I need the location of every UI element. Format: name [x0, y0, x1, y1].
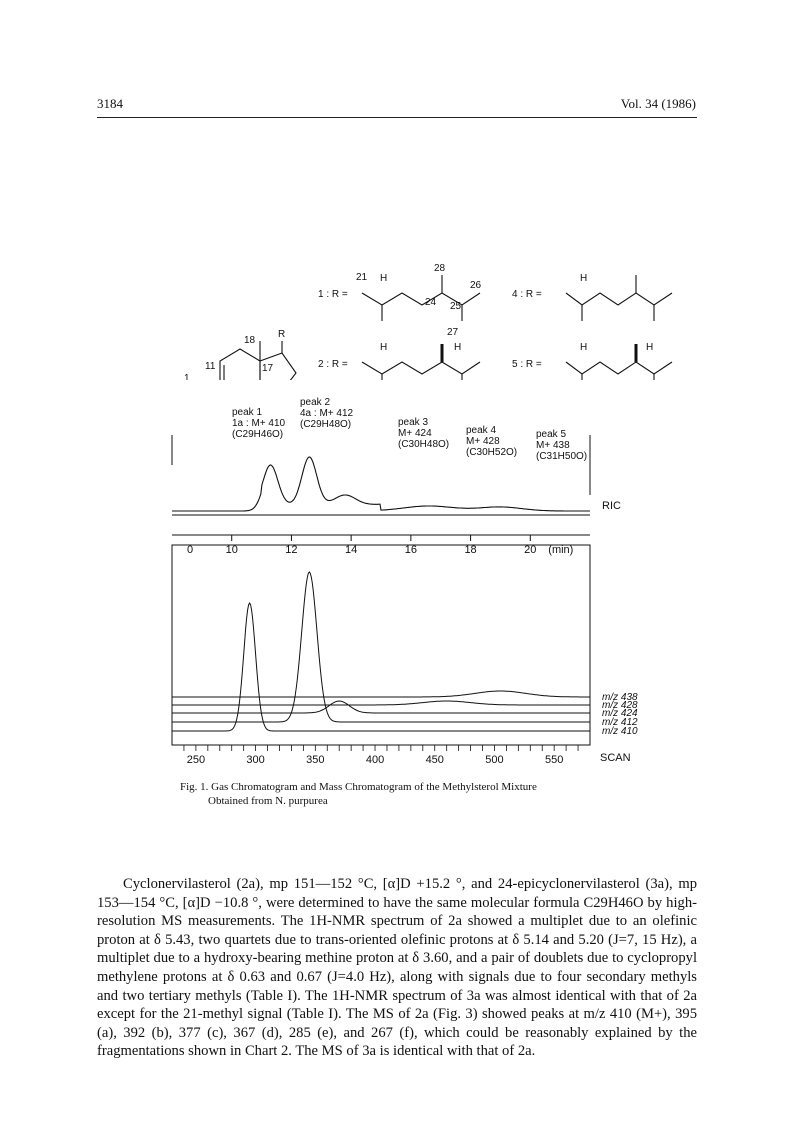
scan-tick-label: 500 [485, 754, 504, 766]
scan-tick-label: 300 [246, 754, 265, 766]
ric-trace [172, 457, 590, 511]
peak-label: peak 3 [398, 417, 429, 428]
time-tick-label: 20 [524, 544, 537, 556]
scan-tick-label: 350 [306, 754, 325, 766]
r1-label: 1 : R = [318, 289, 348, 300]
r4-label: 4 : R = [512, 289, 542, 300]
peak-label: (C29H48O) [300, 419, 352, 430]
mz-trace [172, 701, 590, 713]
h-label: H [380, 273, 388, 284]
scan-tick-label: 450 [425, 754, 444, 766]
peak-label: peak 4 [466, 425, 497, 436]
label-18: 18 [244, 335, 256, 346]
time-tick-label: 14 [345, 544, 358, 556]
scan-tick-label: 550 [544, 754, 564, 766]
mz-traces [172, 572, 638, 737]
mz-label: m/z 428 [602, 700, 638, 711]
mass-chromatogram-frame [172, 545, 590, 745]
scan-ticks [184, 745, 578, 766]
mz-trace [172, 691, 590, 697]
ring-c [220, 349, 260, 380]
side-chain-4 [566, 293, 672, 305]
ric-label: RIC [602, 500, 621, 512]
scan-tick-label: 250 [186, 754, 206, 766]
peak-labels [232, 397, 587, 462]
mz-label: m/z 412 [602, 717, 638, 728]
peak-label: M+ 438 [536, 440, 570, 451]
label-28: 28 [434, 263, 446, 274]
peak-label: peak 1 [232, 407, 263, 418]
label-21: 21 [356, 272, 368, 283]
peak-label: peak 2 [300, 397, 331, 408]
side-chain-1 [362, 293, 480, 305]
label-24: 24 [425, 297, 437, 308]
time-tick-label: 16 [404, 544, 417, 556]
side-chain-2 [362, 362, 480, 374]
peak-label: M+ 428 [466, 436, 500, 447]
h-label: H [380, 342, 388, 353]
peak-label: (C30H52O) [466, 447, 518, 458]
scan-label: SCAN [600, 752, 631, 764]
peak-label: (C29H46O) [232, 429, 284, 440]
label-17: 17 [262, 363, 274, 374]
h-label: H [580, 273, 588, 284]
mz-label: m/z 410 [602, 726, 638, 737]
page-number: 3184 [97, 96, 123, 111]
label-1: 1 [184, 373, 190, 380]
mz-trace [172, 572, 590, 722]
mz-trace [172, 603, 590, 731]
paragraph: Cyclonervilasterol (2a), mp 151—152 °C, [α]D +15.2 °, and 24-epicyclonervilasterol (3a), mp 153—154 °C, [α]D −10.8 °, were determined to have the same molecular formula C29H46O by high-resolution MS measurements. The 1H-NMR spectrum of 2a showed a multiplet due to an olefinic proton at δ 5.43, two quartets due to trans-oriented olefinic protons at δ 5.14 and 5.20 (J=7, 15 Hz), a multiplet due to a hydroxy-bearing methine proton at δ 3.60, and a pair of doublets due to cyclopropyl methylene protons at δ 0.63 and 0.67 (J=4.0 Hz), along with signals due to four secondary methyls and two tertiary methyls (Table I). The 1H-NMR spectrum of 3a was almost identical with that of 2a except for the 21-methyl signal (Table I). The MS of 2a (Fig. 3) showed peaks at m/z 410 (M+), 395 (a), 392 (b), 377 (c), 367 (d), 285 (e), and 267 (f), which could be reasonably explained by the fragmentations shown in Chart 2. The MS of 3a is identical with that of 2a. [97, 876, 697, 1060]
r5-label: 5 : R = [512, 359, 542, 370]
label-27: 27 [447, 327, 459, 338]
scan-tick-label: 400 [365, 754, 385, 766]
time-tick-label: 10 [225, 544, 238, 556]
time-tick-label: 18 [464, 544, 477, 556]
body-text [97, 875, 697, 1061]
h-label: H [454, 342, 462, 353]
caption-line-1: Fig. 1. Gas Chromatogram and Mass Chromatogram of the Methylsterol Mixture [180, 781, 537, 793]
label-r: R [278, 329, 286, 340]
peak-label: peak 5 [536, 429, 567, 440]
r2-label: 2 : R = [318, 359, 348, 370]
peak-label: M+ 424 [398, 428, 432, 439]
h-label: H [580, 342, 588, 353]
label-10 [196, 379, 208, 380]
time-unit: (min) [548, 544, 574, 556]
peak-label: (C31H50O) [536, 451, 588, 462]
mz-label: m/z 424 [602, 708, 638, 719]
journal-volume: Vol. 34 (1986) [620, 96, 696, 111]
chart-1-structures [0, 125, 793, 380]
mz-trace [172, 701, 590, 705]
time-tick-label: 12 [285, 544, 298, 556]
side-chain-5 [566, 362, 672, 374]
figure-1-caption [180, 780, 650, 808]
peak-label: 1a : M+ 410 [232, 418, 286, 429]
peak-label: 4a : M+ 412 [300, 408, 354, 419]
time-tick-label: 0 [186, 544, 194, 556]
figure-1 [0, 395, 793, 775]
label-26: 26 [470, 280, 482, 291]
header-rule [97, 117, 697, 118]
peak-label: (C30H48O) [398, 439, 450, 450]
label-25: 25 [450, 301, 462, 312]
mz-label: m/z 438 [602, 692, 638, 703]
caption-line-2: Obtained from N. purpurea [208, 795, 328, 807]
h-label: H [646, 342, 654, 353]
label-11: 11 [205, 361, 216, 372]
